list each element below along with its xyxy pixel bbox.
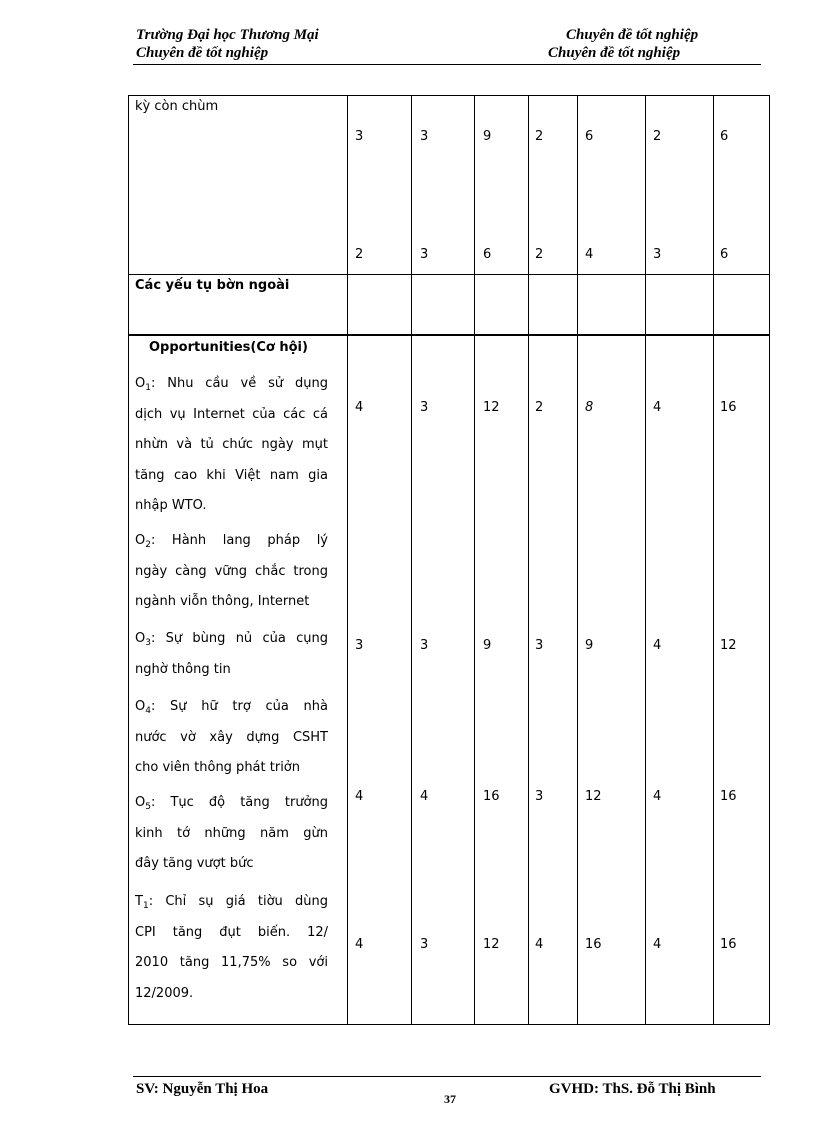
- table-cell: 16: [585, 937, 602, 952]
- table-cell: 16: [720, 400, 737, 415]
- table-cell: 8: [585, 400, 594, 415]
- table-cell: 3: [355, 129, 364, 144]
- header-school-name: Trường Đại học Thương Mại: [136, 27, 319, 43]
- factor-o5: $O_5$: Tục độ tăng trưởng kinh tớ những năm gừn đây tăng vượt bức: [135, 795, 328, 871]
- table-cell: 12: [483, 937, 500, 952]
- table-cell: 12: [483, 400, 500, 415]
- header-left-subtitle: Chuyên đề tốt nghiệp: [136, 45, 269, 61]
- table-cell: 4: [535, 937, 544, 952]
- factor-o3: $O_3$: Sự bùng nủ của cụng nghờ thông tin: [135, 631, 328, 677]
- table-cell: 12: [720, 638, 737, 653]
- factor-o2: $O_2$: Hành lang pháp lý ngày càng vững chắc trong ngành viỗn thông, Internet: [135, 533, 328, 609]
- table-cell: 9: [483, 638, 492, 653]
- table-cell: 3: [420, 247, 429, 262]
- table-cell: 4: [355, 789, 364, 804]
- table-cell: 4: [585, 247, 594, 262]
- footer-rule: [133, 1076, 761, 1077]
- table-cell: 4: [653, 937, 662, 952]
- footer-supervisor: GVHD: ThS. Đỗ Thị Bình: [549, 1081, 716, 1097]
- table-cell: 3: [420, 400, 429, 415]
- table-cell: 3: [535, 789, 544, 804]
- table-cell: 12: [585, 789, 602, 804]
- opportunities-heading: Opportunities(Cơ hội): [149, 340, 308, 355]
- table-cell: 4: [420, 789, 429, 804]
- table-cell: 3: [355, 638, 364, 653]
- table-cell: 4: [355, 400, 364, 415]
- header-right-subtitle: Chuyên đề tốt nghiệp: [548, 45, 681, 61]
- table-cell: 16: [720, 789, 737, 804]
- table-cell: 6: [483, 247, 492, 262]
- page-number: 37: [444, 1092, 456, 1106]
- table-cell: 6: [720, 247, 729, 262]
- table-cell: 3: [653, 247, 662, 262]
- table-cell: 6: [720, 129, 729, 144]
- factor-o4: $O_4$: Sự hữ trợ của nhà nước vờ xây dựng CSHT cho viên thông phát triởn: [135, 699, 328, 775]
- header-right-title: Chuyên đề tốt nghiệp: [566, 27, 699, 43]
- table-cell: 2: [535, 129, 544, 144]
- table-cell: 2: [653, 129, 662, 144]
- table-cell: 9: [585, 638, 594, 653]
- table-cell: 16: [720, 937, 737, 952]
- row-label: kỳ còn chùm: [135, 99, 219, 114]
- table-cell: 9: [483, 129, 492, 144]
- footer-student: SV: Nguyễn Thị Hoa: [136, 1081, 269, 1097]
- table-cell: 2: [535, 247, 544, 262]
- table-cell: 2: [355, 247, 364, 262]
- table-cell: 4: [653, 400, 662, 415]
- table-cell: 4: [653, 638, 662, 653]
- table-cell: 3: [420, 129, 429, 144]
- table-cell: 3: [420, 638, 429, 653]
- table-cell: 3: [535, 638, 544, 653]
- external-factors-heading: Các yếu tụ bờn ngoài: [135, 278, 290, 293]
- table-cell: 4: [355, 937, 364, 952]
- factor-t1: $T_1$: Chỉ sụ giá tiờu dùng CPI tăng đụt biến. 12/ 2010 tăng 11,75% so với 12/2009.: [135, 894, 328, 1001]
- table-cell: 16: [483, 789, 500, 804]
- header-rule: [133, 64, 761, 65]
- table-cell: 4: [653, 789, 662, 804]
- table-cell: 3: [420, 937, 429, 952]
- table-cell: 6: [585, 129, 594, 144]
- table-cell: 2: [535, 400, 544, 415]
- factor-o1: $O_1$: Nhu cầu về sử dụng dịch vụ Internet của các cá nhừn và tủ chức ngày mụt tăng cao khi Việt nam gia nhập WTO.: [135, 376, 328, 513]
